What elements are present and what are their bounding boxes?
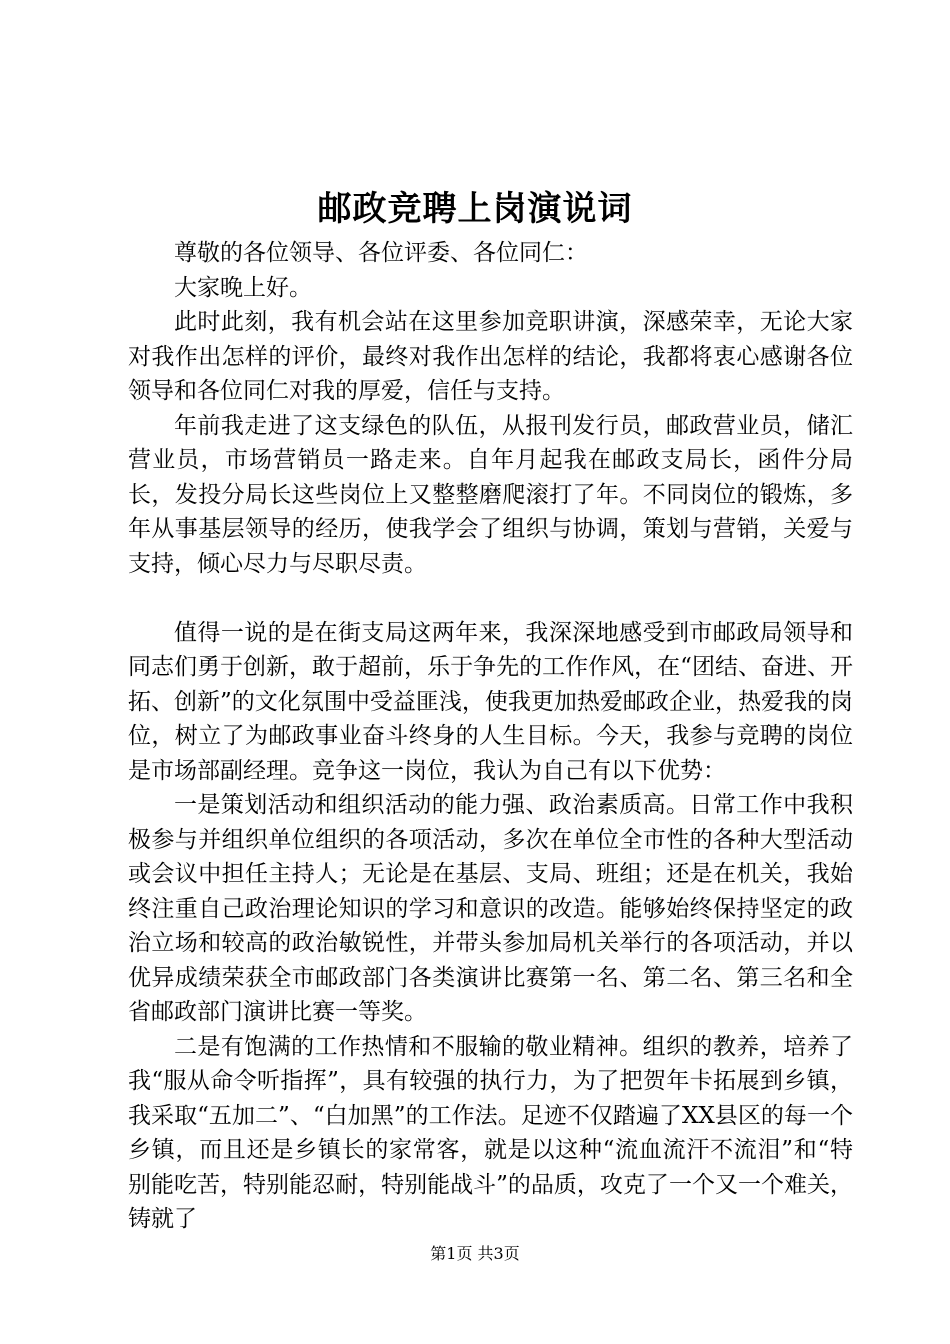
page-title: 邮政竞聘上岗演说词 [317, 189, 633, 229]
paragraph-strength-two: 二是有饱满的工作热情和不服输的敬业精神。组织的教养，培养了我“服从命令听指挥”，具有较强的执行力，为了把贺年卡拓展到乡镇，我采取“五加二”、“白加黑”的工作法。足迹不仅踏遍了XX县区的每一个乡镇，而且还是乡镇长的家常客，就是以这种“流血流汗不流泪”和“特别能吃苦，特别能忍耐，特别能战斗”的品质，攻克了一个又一个难关，铸就了 [128, 1033, 853, 1232]
page-number: 第1页 共3页 [430, 1244, 520, 1263]
paragraph-greeting: 大家晚上好。 [174, 274, 312, 301]
paragraph-branch-experience: 值得一说的是在街支局这两年来，我深深地感受到市邮政局领导和同志们勇于创新，敢于超前，乐于争先的工作作风，在“团结、奋进、开拓、创新”的文化氛围中受益匪浅，使我更加热爱邮政企业，热爱我的岗位，树立了为邮政事业奋斗终身的人生目标。今天，我参与竞聘的岗位是市场部副经理。竞争这一岗位，我认为自己有以下优势： [128, 619, 853, 784]
paragraph-salutation: 尊敬的各位领导、各位评委、各位同仁： [174, 240, 588, 266]
paragraph-opening: 此时此刻，我有机会站在这里参加竞职讲演，深感荣幸，无论大家对我作出怎样的评价，最终对我作出怎样的结论，我都将衷心感谢各位领导和各位同仁对我的厚爱，信任与支持。 [128, 309, 853, 404]
paragraph-strength-one: 一是策划活动和组织活动的能力强、政治素质高。日常工作中我积极参与并组织单位组织的各项活动，多次在单位全市性的各种大型活动或会议中担任主持人；无论是在基层、支局、班组；还是在机关，我始终注重自己政治理论知识的学习和意识的改造。能够始终保持坚定的政治立场和较高的政治敏锐性，并带头参加局机关举行的各项活动，并以优异成绩荣获全市邮政部门各类演讲比赛第一名、第二名、第三名和全省邮政部门演讲比赛一等奖。 [128, 792, 853, 1025]
document-body [128, 236, 853, 1237]
paragraph-career: 年前我走进了这支绿色的队伍，从报刊发行员，邮政营业员，储汇营业员，市场营销员一路走来。自年月起我在邮政支局长，函件分局长，发投分局长这些岗位上又整整磨爬滚打了年。不同岗位的锻炼，多年从事基层领导的经历，使我学会了组织与协调，策划与营销，关爱与支持，倾心尽力与尽职尽责。 [128, 412, 853, 577]
